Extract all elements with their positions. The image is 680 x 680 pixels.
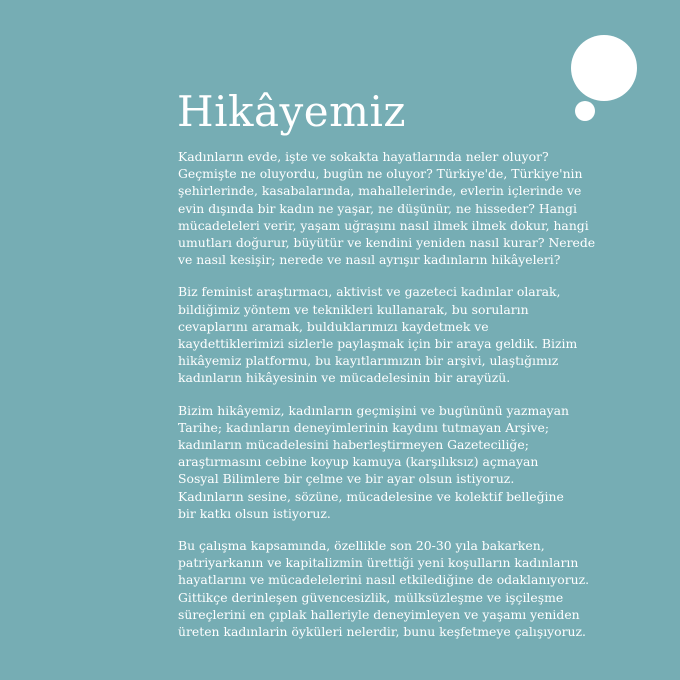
text-line: evin dışında bir kadın ne yaşar, ne düşünür, ne hisseder? Hangi [178, 200, 577, 216]
page-title: Hikâyemiz [177, 87, 407, 136]
paragraph-scope [178, 537, 648, 640]
text-line: Bizim hikâyemiz, kadınların geçmişini ve bugününü yazmayan [178, 402, 569, 418]
text-line: süreçlerini en çıplak halleriyle deneyimleyen ve yaşamı yeniden [178, 606, 580, 622]
text-line: kadınların hikâyesinin ve mücadelesinin bir arayüzü. [178, 370, 511, 386]
text-line: bir katkı olsun istiyoruz. [178, 505, 331, 521]
text-line: Geçmişte ne oluyordu, bugün ne oluyor? Türkiye'de, Türkiye'nin [178, 166, 583, 182]
text-line: hikâyemiz platformu, bu kayıtlarımızın bir arşivi, ulaştığımız [178, 353, 559, 369]
text-line: Gittikçe derinleşen güvencesizlik, mülksüzleşme ve işçileşme [178, 589, 564, 605]
text-line: patriyarkanın ve kapitalizmin ürettiği yeni koşulların kadınların [178, 555, 579, 571]
text-line: umutları doğurur, büyütür ve kendini yeniden nasıl kurar? Nerede [178, 235, 596, 251]
paragraph-intro-questions [178, 148, 648, 268]
text-line: Bu çalışma kapsamında, özellikle son 20-30 yıla bakarken, [178, 538, 545, 554]
text-line: Sosyal Bilimlere bir çelme ve bir ayar olsun istiyoruz. [178, 471, 515, 487]
text-line: üreten kadınlarin öyküleri nelerdir, bunu keşfetmeye çalışıyoruz. [178, 624, 586, 640]
story-text [178, 148, 648, 655]
text-line: Tarihe; kadınların deneyimlerinin kaydını tutmayan Arşive; [178, 419, 550, 435]
text-line: hayatlarını ve mücadelelerini nasıl etkilediğine de odaklanıyoruz. [178, 572, 590, 588]
text-line: Kadınların sesine, sözüne, mücadelesine ve kolektif belleğine [178, 488, 564, 504]
text-line: araştırmasını cebine koyup kamuya (karşılıksız) açmayan [178, 454, 539, 470]
text-line: bildiğimiz yöntem ve teknikleri kullanarak, bu soruların [178, 301, 529, 317]
thought-bubble-large-icon [571, 35, 637, 101]
text-line: Biz feminist araştırmacı, aktivist ve gazeteci kadınlar olarak, [178, 284, 561, 300]
text-line: Kadınların evde, işte ve sokakta hayatlarında neler oluyor? [178, 149, 549, 164]
text-line: kaydettiklerimizi sizlerle paylaşmak için bir araya geldik. Bizim [178, 336, 578, 352]
thought-bubble-small-icon [575, 101, 595, 121]
text-line: şehirlerinde, kasabalarında, mahallelerinde, evlerin içlerinde ve [178, 183, 582, 199]
text-line: mücadeleleri verir, yaşam uğraşını nasıl ilmek ilmek dokur, hangi [178, 217, 589, 233]
paragraph-purpose [178, 402, 648, 522]
paragraph-who-we-are [178, 283, 648, 386]
text-line: cevaplarını aramak, bulduklarımızı kaydetmek ve [178, 318, 489, 334]
text-line: ve nasıl kesişir; nerede ve nasıl ayrışır kadınların hikâyeleri? [178, 252, 561, 268]
text-line: kadınların mücadelesini haberleştirmeyen Gazeteciliğe; [178, 437, 529, 453]
